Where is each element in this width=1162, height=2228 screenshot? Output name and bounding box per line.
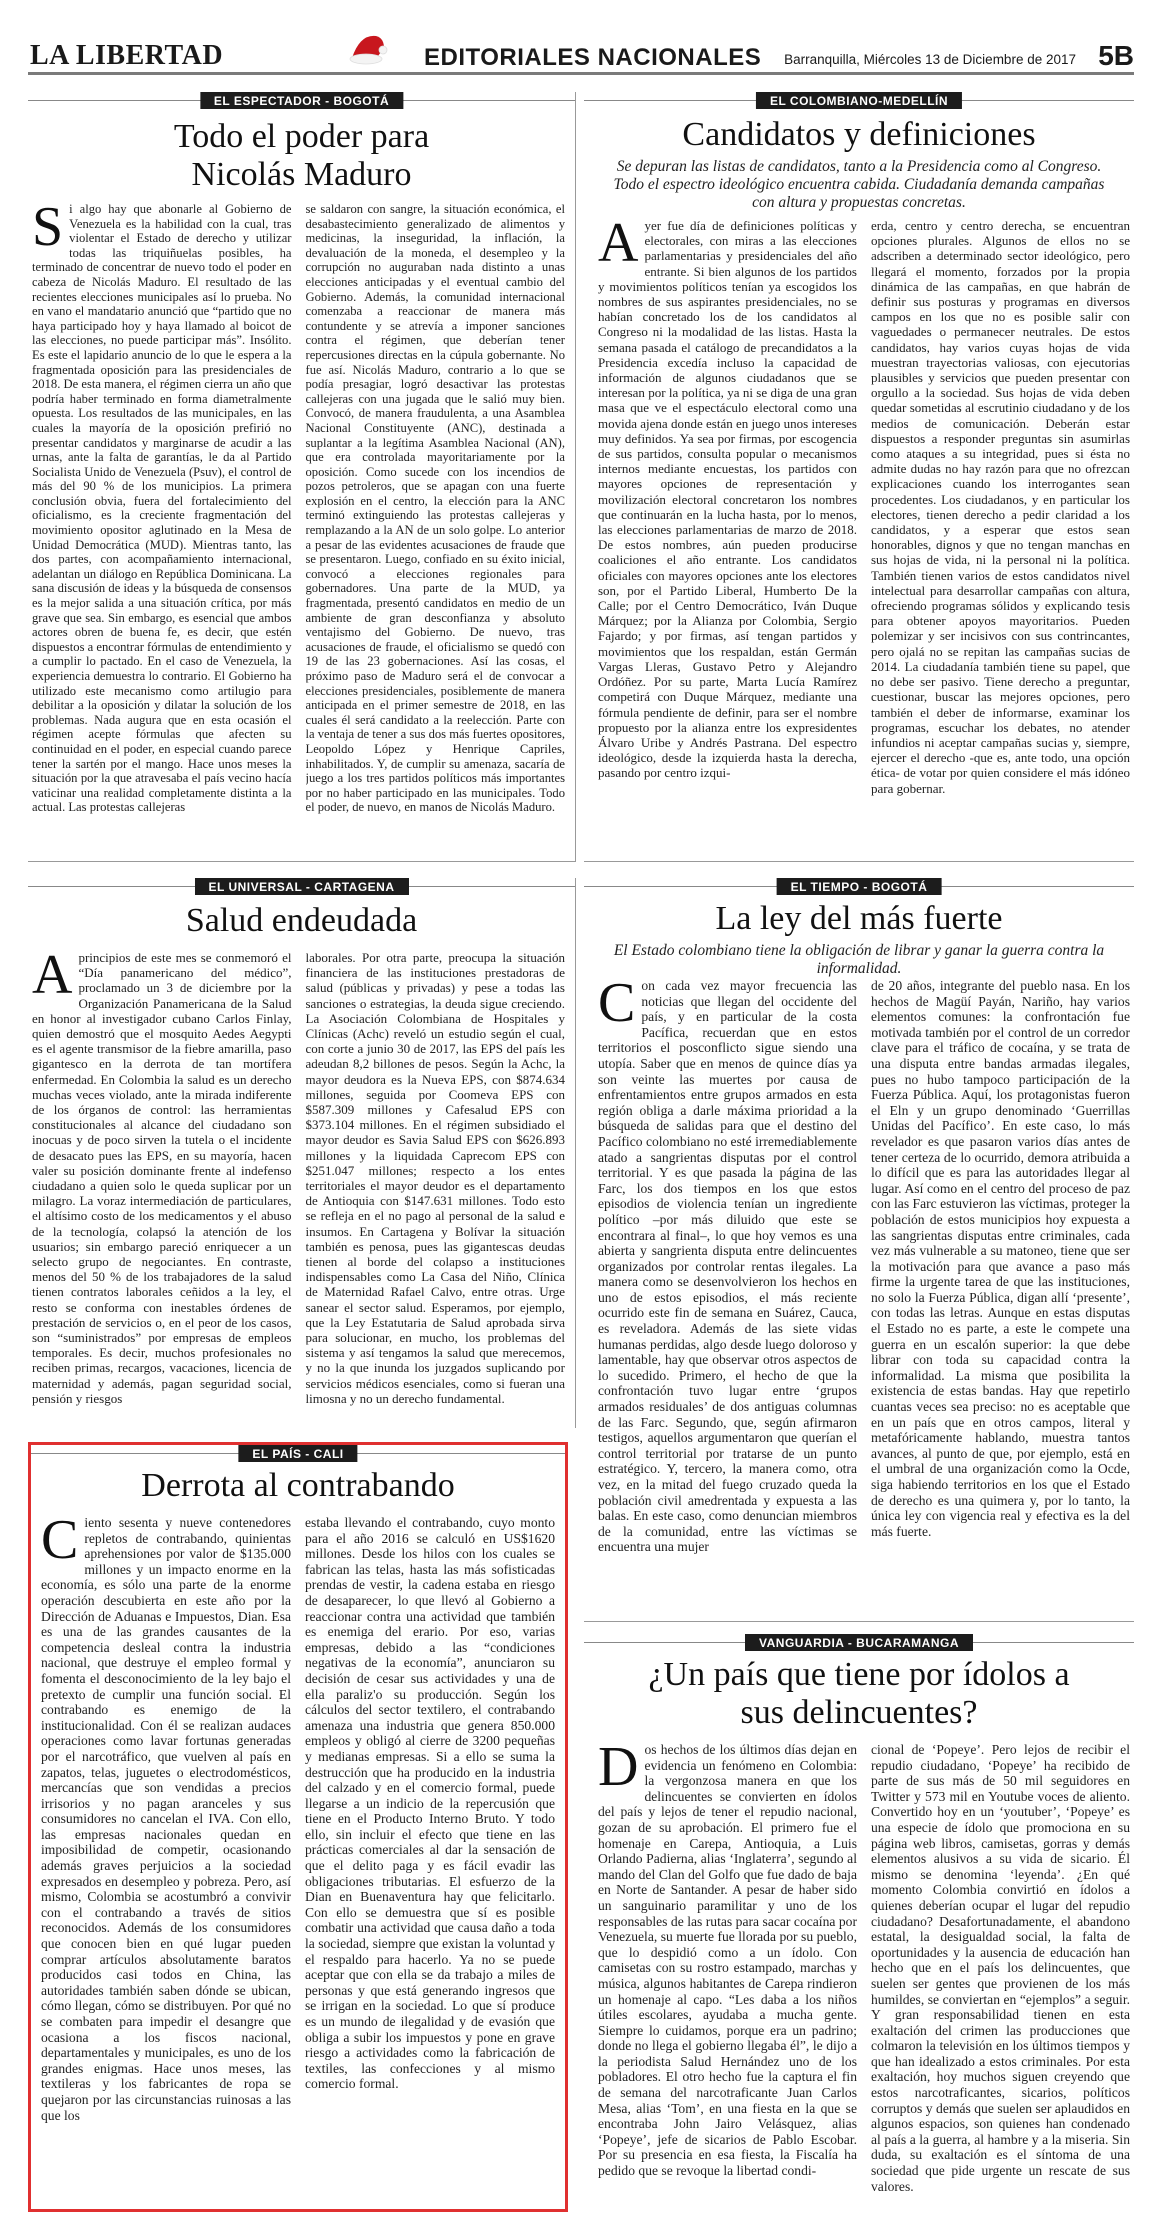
article-column: laborales. Por otra parte, preocupa la situación financiera de las instituciones prestadoras de salud (públicas y privadas) y pese a todas las sanciones o estrategias, la deuda sigue creciendo. La Asociación Colombiana de Hospitales y Clínicas (Achc) reveló un estudio según el cual, con corte a junio 30 de 2017, las EPS del país les adeudan 8,2 billones de pesos. Según la Achc, la mayor deudora es la Nueva EPS, con $874.634 millones, seguida por Coomeva EPS con $587.309 millones y Cafesalud EPS con $373.104 millones. En el régimen subsidiado el mayor deudor es Savia Salud EPS con $626.893 millones y la liquidada Caprecom EPS con $251.047 millones; respecto a los entes territoriales el mayor deudor es el departamento de Antioquia con $147.631 millones. Todo esto se refleja en el no pago al personal de la salud e insumos. En Cartagena y Bolívar la situación también es penosa, pues las gigantescas deudas tienen al borde del colapso a instituciones indispensables como La Casa del Niño, Clínica de Maternidad Rafael Calvo, entre otras. Urge sanear el sector salud. Esperamos, por ejemplo, que la Ley Estatutaria de Salud aprobada sirva para solucionar, en mucho, los problemas del sistema y así tengamos la salud que merecemos, y no la que inunda los juzgados suplicando por servicios médicos esenciales, como si fueran una limosna y no un derecho fundamental. xyxy=(305,950,565,1406)
article-column: Con cada vez mayor frecuencia las noticias que llegan del occidente del país, y en particular de la costa Pacífica, recuerdan que en estos territorios el posconflicto sigue siendo una utopía. Saber que en menos de quince días ya son veinte las muertes por causa de enfrentamientos entre grupos armados en esta región obliga a darle máxima prioridad a la búsqueda de salidas para que el destino del Pacífico colombiano no esté irremediablemente atado a sangrientas disputas por el control territorial. Y es que pasada la página de las Farc, los dos tiempos en los que estos episodios de violencia tenían un ingrediente político –por más diluido que este se encontrara al final–, lo que hoy vemos es una abierta y sangrienta disputa entre delincuentes organizados por controlar rentas ilegales. La manera como se desenvolvieron los hechos en uno de estos episodios, el más reciente ocurrido este fin de semana en Suárez, Cauca, es reveladora. Además de las siete vidas humanas perdidas, algo desde luego doloroso y lamentable, hay que observar otros aspectos de lo sucedido. Primero, el hecho de que la confrontación tuvo lugar entre ‘grupos armados residuales’ de dos antiguas columnas de las Farc. Segundo, que, según afirmaron testigos, aquellos argumentaron que querían el control territorial por tratarse de un punto estratégico. Y, tercero, la manera como, otra vez, en la mitad del fuego cruzado queda la población civil amedrentada y expuesta a las balas. En este caso, como denuncian miembros de la comunidad, entre las víctimas se encuentra una mujer xyxy=(598,978,857,1555)
article-headline: Candidatos y definiciones xyxy=(682,116,1036,153)
page-number: 5B xyxy=(1098,40,1134,71)
article-column: Dos hechos de los últimos días dejan en evidencia un fenómeno en Colombia: la vergonzosa manera en que los delincuentes se convierten en ídolos del país y lejos de tener el repudio nacional, gozan de su aprobación. El primero fue el homenaje en Carepa, Antioquia, a Luis Orlando Padierna, alias ‘Inglaterra’, segundo al mando del Clan del Golfo que fue dado de baja en Norte de Santander. A pesar de haber sido un sanguinario paramilitar y uno de los responsables de las rutas para sacar cocaína por Venezuela, su muerte fue llorada por su pueblo, que lo despidió como a un ídolo. Con camisetas con su rostro estampado, marchas y música, algunos habitantes de Carepa rindieron un homenaje al capo. “Les daba a los niños útiles escolares, ayudaba a mucha gente. Siempre lo cuidamos, porque era un padrino; donde no llega el gobierno llegaba él”, le dijo a la periodista Salud Hernández uno de los pobladores. El otro hecho fue la captura el fin de semana del narcotraficante Juan Carlos Mesa, alias ‘Tom’, en una fiesta en la que se encontraba John Jairo Velásquez, alias ‘Popeye’, jefe de sicarios de Pablo Escobar. Por su presencia en esa fiesta, la Fiscalía ha pedido que se revoque la libertad condi- xyxy=(598,1742,857,2179)
article-column: Aprincipios de este mes se conmemoró el “Día panamericano del médico”, proclamado un 3 de diciembre por la Organización Panamericana de la Salud en honor al investigador cubano Carlos Finlay, quien demostró que el mosquito Aedes Aegypti es el agente transmisor de la fiebre amarilla, paso gigantesco en la derrota de tan mortífera enfermedad. En Colombia la salud es un derecho muchas veces violado, ante la mirada indiferente de los órganos de control: las herramientas constitucionales al alcance del ciudadano son inocuas y de poco sirven la tutela o el incidente de desacato pues las EPS, en su mayoría, hacen valer su posición dominante frente al indefenso ciudadano a quien solo le queda suplicar por un milagro. La voraz intermediación de particulares, el altísimo costo de los medicamentos y el abuso de la tecnología, colapsó la atención de los usuarios; sin embargo pareció enriquecer a un selecto grupo de negociantes. En contraste, menos del 50 % de los trabajadores de la salud tienen contratos laborales ceñidos a la ley, el resto se conforma con inestables órdenes de prestación de servicios o, en el peor de los casos, son “suministrados” por empresas de empleos temporales. Es decir, muchos profesionales no reciben primas, recargos, vacaciones, licencia de maternidad y además, pagan seguridad social, pensión y riesgos xyxy=(32,950,292,1406)
article-body xyxy=(32,202,565,853)
santa-hat-icon xyxy=(346,28,390,72)
source-tag: EL PAÍS - CALI xyxy=(238,1445,357,1462)
article-body xyxy=(41,1515,555,2203)
masthead-rule xyxy=(28,72,1134,75)
article-headline: Todo el poder para Nicolás Maduro xyxy=(173,118,430,193)
article-body xyxy=(598,978,1130,1613)
article-column: Si algo hay que abonarle al Gobierno de Venezuela es la habilidad con la cual, tras violentar el Estado de derecho y utilizar todas las triquiñuelas posibles, ha terminado de concentrar de nuevo todo el poder en cabeza de Nicolás Maduro. El resultado de las recientes elecciones municipales así lo prueba. No en vano el mandatario anunció que “partido que no haya participado hoy y haya llamado al boicot de las elecciones, no puede participar más”. Insólito. Es este el lapidario anuncio de lo que le espera a la fragmentada oposición para las presidenciales de 2018. De esta manera, el régimen cierra un año que podría haber terminado en forma diametralmente opuesta. Los resultados de las municipales, en las cuales la mayoría de la oposición prefirió no presentar candidatos y marginarse de acudir a las urnas, ante la falta de garantías, le da al Partido Socialista Unido de Venezuela (Psuv), el control de más del 90 % de los municipios. La primera conclusión obvia, fuera del fortalecimiento del oficialismo, es la creciente fragmentación del movimiento opositor aglutinado en la Mesa de Unidad Democrática (MUD). Mientras tanto, las dos partes, con acompañamiento internacional, adelantan un diálogo en República Dominicana. La sana discusión de ideas y la búsqueda de consensos es la mejor salida a una situación crítica, por más grave que sea. Sin embargo, es esencial que ambos actores obren de buena fe, es decir, que estén dispuestos a encontrar fórmulas de entendimiento y a cumplir lo pactado. En el caso de Venezuela, la experiencia demuestra lo contrario. El Gobierno ha utilizado este mecanismo como artilugio para debilitar a la oposición y dilatar la solución de los problemas. Nada augura que en esta ocasión el régimen acepte fórmulas que afecten su continuidad en el poder, en especial cuando parece tener la sartén por el mango. Hace unos meses la situación por la que atravesaba el país vecino hacía vaticinar una realidad completamente distinta a la actual. Las protestas callejeras xyxy=(32,202,292,815)
section-title: EDITORIALES NACIONALES xyxy=(424,44,762,71)
editorial-vanguardia xyxy=(584,1634,1134,2212)
editorial-el-colombiano xyxy=(584,92,1134,862)
drop-cap: A xyxy=(32,950,73,1006)
issue-date: Barranquilla, Miércoles 13 de Diciembre de 2017 xyxy=(784,52,1076,67)
source-tag: EL COLOMBIANO-MEDELLÍN xyxy=(756,92,962,109)
article-headline: La ley del más fuerte xyxy=(715,900,1003,937)
article-headline: Derrota al contrabando xyxy=(141,1467,455,1504)
article-column: erda, centro y centro derecha, se encuentran opciones plurales. Algunos de ellos no se adscriben a determinado sector ideológico, pero llegará el momento, forzados por la propia dinámica de las campañas, en que habrán de definir sus posturas y programas en diversos campos en los que no es posible salir con vaguedades o permanecer neutrales. De estos candidatos, hay varios cuyas hojas de vida muestran trayectorias valiosas, con ejecutorias plausibles y servicios que pueden presentar con orgullo a la sociedad. Sus hojas de vida deben quedar sometidas al escrutinio ciudadano y de los medios de comunicación. Deberán estar dispuestos a responder preguntas sin asumirlas como ataques a su integridad, pues si ésta no admite dudas no hay razón para que no ofrezcan explicaciones cuando los interrogantes sean procedentes. Los ciudadanos, y en particular los electores, tienen derecho a pedir claridad a los candidatos, y a esperar que estos sean honorables, dignos y que no tengan manchas en sus hojas de vida, ni la personal ni la política. También tienen varios de estos candidatos nivel intelectual para desarrollar campañas con altura, ofreciendo programas sólidos y explicando tesis para obtener apoyos mayoritarios. Pueden polemizar y ser incisivos con sus contrincantes, pero ojalá no se repitan las campañas sucias de 2014. La ciudadanía también tiene su papel, que no debe ser pasivo. Tiene derecho a preguntar, cuestionar, buscar las mejores opciones, pero también el deber de informarse, examinar los programas, escuchar los debates, no atender infundios ni aceptar campañas sucias y, siempre, ejercer el derecho -que es, ante todo, una opción ética- de votar por quien considere el más idóneo para gobernar. xyxy=(871,218,1130,796)
editorial-el-universal xyxy=(28,878,576,1428)
source-tag: VANGUARDIA - BUCARAMANGA xyxy=(745,1634,973,1651)
article-column: Ayer fue día de definiciones políticas y electorales, con miras a las elecciones parlamentarias y presidenciales del año entrante. Si bien algunos de los partidos y movimientos políticos tenían ya escogidos los nombres de sus aspirantes presidenciales, no se habían concretado los de los candidatos al Congreso ni la modalidad de las listas. Hasta la semana pasada el catálogo de precandidatos a la Presidencia excedía incluso la capacidad de información de algunos ciudadanos que se interesan por la política, ya ni se diga de una gran masa que ve el espectáculo electoral como una movida ajena donde están en juego unos intereses muy definidos. Ya sea por firmas, por escogencia de sus partidos, consulta popular o mecanismos internos mediante encuestas, los partidos con mayores opciones de representación y movilización electoral concretaron los nombres que continuarán en la lucha hasta, por lo menos, las elecciones parlamentarias de marzo de 2018. De estos nombres, aún pueden producirse coaliciones el año entrante. Los candidatos oficiales con mayores opciones ante los electores son, por el Partido Liberal, Humberto De la Calle; por el Centro Democrático, Iván Duque Márquez; por la Alianza por Colombia, Sergio Fajardo; y por firmas, así tengan partidos y movimientos que los respaldan, están Germán Vargas Lleras, Gustavo Petro y Alejandro Ordóñez. Por su parte, Marta Lucía Ramírez competirá con Duque Márquez, mediante una fórmula pendiente de definir, para ser el nombre propuesto por la alianza entre los expresidentes Álvaro Uribe y Andrés Pastrana. Del espectro ideológico, desde la izquierda hasta la derecha, pasando por centro izqui- xyxy=(598,218,857,781)
article-column: estaba llevando el contrabando, cuyo monto para el año 2016 se calculó en US$1620 millones. Desde los hilos con los cuales se fabrican las telas, hasta las más sofisticadas prendas de vestir, la cadena estaba en riesgo de desaparecer, lo que llevó al Gobierno a reaccionar contra una actividad que también es enemiga del erario. Por eso, varias empresas, debido a las “condiciones negativas de la economía”, anunciaron su decisión de cesar sus actividades y una de ella paraliz'o su producción. Según los cálculos del sector textilero, el contrabando amenaza una industria que genera 850.000 empleos y obligó al cierre de 3200 pequeñas y medianas empresas. Si a ello se suma la destrucción que ha producido en la industria del calzado y en el comercio formal, puede llegarse a un indicio de la repercusión que tiene en el Producto Interno Bruto. Y todo ello, sin incluir el efecto que tiene en las prácticas comerciales al dar la sensación de que el delito paga y es fácil evadir las obligaciones tributarias. El esfuerzo de la Dian en Buenaventura hay que felicitarlo. Con ello se demuestra que sí es posible combatir una actividad que causa daño a toda la sociedad, siempre que existan la voluntad y el respaldo para hacerlo. Ya no se puede aceptar que con ella se da trabajo a miles de personas y que está generando ingresos que se irrigan en la sociedad. Lo que sí produce es un mundo de ilegalidad y de evasión que obliga a subir los impuestos y pone en grave riesgo a actividades como la fabricación de textiles, las confecciones y al mismo comercio formal. xyxy=(305,1515,555,2092)
masthead xyxy=(28,28,1134,74)
article-subtitle: El Estado colombiano tiene la obligación de librar y ganar la guerra contra la informalidad. xyxy=(613,942,1105,977)
drop-cap: C xyxy=(41,1515,79,1571)
article-subtitle: Se depuran las listas de candidatos, tanto a la Presidencia como al Congreso. Todo el espectro ideológico encuentra cabida. Ciudadanía demanda campañas con altura y propuestas concretas. xyxy=(613,158,1105,211)
article-column: de 20 años, integrante del pueblo nasa. En los hechos de Magüí Payán, Nariño, hay varios elementos comunes: la confrontación fue motivada también por el control de un corredor clave para el tráfico de cocaína, y se trata de una disputa entre bandas armadas ilegales, pues no hubo tampoco participación de la Fuerza Pública. Aquí, los protagonistas fueron el Eln y un grupo denominado ‘Guerrillas Unidas del Pacífico’. En este caso, lo más revelador es que pasaron varios días antes de tener certeza de lo ocurrido, demora atribuida a lo difícil que es para las autoridades llegar al lugar. Así como en el centro del proceso de paz con las Farc estuvieron las víctimas, proteger la población de estos municipios hoy expuesta a las sangrientas disputas entre criminales, cada vez más vulnerable a su matoneo, tiene que ser la motivación para que avance a paso más firme la urgente tarea de que las instituciones, no solo la Fuerza Pública, digan allí ‘presente’, con todas las letras. Aunque en estas disputas el Estado no es parte, a este le compete una guerra en un escalón superior: la que debe librar con toda su capacidad contra la informalidad. La misma que posibilita la existencia de estas bandas. Hay que repetirlo cuantas veces sea preciso: no es aceptable que en un país que en otros campos, literal y metafóricamente hablando, muestra tantos avances, al punto de que, por ejemplo, está en el umbral de una organización como la Ocde, siga habiendo territorios en los que el Estado de derecho es una quimera y, por lo tanto, la única ley con vigencia real y efectiva es la del más fuerte. xyxy=(871,978,1130,1539)
drop-cap: D xyxy=(598,1742,639,1798)
editorial-el-pais xyxy=(28,1442,568,2212)
source-tag: EL TIEMPO - BOGOTÁ xyxy=(777,878,942,895)
article-body xyxy=(598,1742,1130,2208)
article-headline: Salud endeudada xyxy=(185,902,418,939)
newspaper-name: LA LIBERTAD xyxy=(30,40,224,71)
article-headline: ¿Un país que tiene por ídolos a sus delincuentes? xyxy=(648,1656,1070,1731)
drop-cap: S xyxy=(32,202,64,258)
editorial-el-tiempo xyxy=(584,878,1134,1622)
article-column: se saldaron con sangre, la situación económica, el desabastecimiento generalizado de alimentos y medicinas, la inseguridad, la inflación, la devaluación de la moneda, el desempleo y la corrupción no auguraban nada distinto a unas elecciones anticipadas y el eventual cambio del Gobierno. Además, la comunidad internacional comenzaba a reaccionar de manera más contundente y se atrevía a imponer sanciones contra el régimen, que deberían tener repercusiones directas en la cúpula gobernante. No fue así. Nicolás Maduro, contrario a lo que se podía presagiar, logró desactivar las protestas callejeras con una jugada que le salió muy bien. Convocó, de manera fraudulenta, a una Asamblea Nacional Constituyente (ANC), destinada a suplantar a la legítima Asamblea Nacional (AN), que era controlada mayoritariamente por la oposición. Como sucede con los incendios de pozos petroleros, que se apagan con una fuerte explosión en el centro, la elección para la ANC terminó extinguiendo las protestas callejeras y remplazando a la AN de un solo golpe. Lo anterior a pesar de las evidentes acusaciones de fraude que se presentaron. Luego, confiado en su éxito inicial, convocó a elecciones regionales para gobernadores. Una parte de la MUD, ya fragmentada, presentó candidatos en medio de un ambiente de gran desconfianza y absoluto ventajismo del Gobierno. De nuevo, tras acusaciones de fraude, el oficialismo se quedó con 19 de las 23 gobernaciones. Así las cosas, el próximo paso de Maduro será el de convocar a elecciones presidenciales, posiblemente de manera anticipada en el primer semestre de 2018, en las cuales él será candidato a la reelección. Parte con la ventaja de tener a sus dos más fuertes opositores, Leopoldo López y Henrique Capriles, inhabilitados. Y, de cumplir su amenaza, sacaría de juego a los tres partidos políticos más importantes por no haber participado en las municipales. Todo el poder, de nuevo, en manos de Nicolás Maduro. xyxy=(305,202,565,815)
drop-cap: C xyxy=(598,978,636,1034)
drop-cap: A xyxy=(598,218,639,274)
article-body xyxy=(32,950,565,1424)
article-column: cional de ‘Popeye’. Pero lejos de recibir el repudio ciudadano, ‘Popeye’ ha recibido de parte de sus más de 50 mil seguidores en Twitter y 573 mil en Youtube voces de aliento. Convertido hoy en un ‘youtuber’, ‘Popeye’ es una especie de ídolo que promociona en su página web libros, camisetas, gorras y demás elementos alusivos a su vida de sicario. Él mismo se denomina ‘leyenda’. ¿En qué momento Colombia convirtió en ídolos a quienes deberían ocupar el lugar del repudio ciudadano? Desafortunadamente, el abandono estatal, la desigualdad social, la falta de oportunidades y la ausencia de educación han hecho que en el país los delincuentes, que suelen ser gentes que provienen de los más humildes, se conviertan en “ejemplos” a seguir. Y gran responsabilidad tienen en esta exaltación del crimen las producciones que colmaron la televisión en los últimos tiempos y que han idealizado a estos criminales. Por esta exaltación, hoy muchos siguen creyendo que estos narcotraficantes, sicarios, políticos corruptos y demás que suelen ser aplaudidos en algunos espacios, son quienes han condenado al país a la guerra, al hambre y a la miseria. Sin duda, su exaltación es el síntoma de una sociedad que pide urgente un rescate de sus valores. xyxy=(871,1742,1130,2194)
source-tag: EL UNIVERSAL - CARTAGENA xyxy=(194,878,408,895)
source-tag: EL ESPECTADOR - BOGOTÁ xyxy=(200,92,403,109)
article-column: Ciento sesenta y nueve contenedores repletos de contrabando, quinientas aprehensiones por valor de $135.000 millones y un impacto enorme en la economía, es sólo una parte de la enorme operación descubierta en este año por la Dirección de Aduanas e Impuestos, Dian. Esa es una de las grandes causantes de la competencia desleal contra la industria nacional, que destruye el empleo formal y fomenta el desconocimiento de la ley bajo el pretexto de cumplir una función social. El contrabando es enemigo de la institucionalidad. Con él se realizan audaces operaciones como lavar fortunas generadas por el narcotráfico, que vuelven al país en zapatos, telas, juguetes o electrodomésticos, mercancías que son vendidas a precios irrisorios y no pagan aranceles y sus consumidores no cancelan el IVA. Con ello, las empresas nacionales quedan en imposibilidad de competir, ocasionando además graves perjuicios a la sociedad expresados en desempleo y pobreza. Pero, así mismo, Colombia se acostumbró a convivir con el contrabando a través de sitios reconocidos. Además de los consumidores que conocen bien en qué lugar pueden comprar artículos absolutamente baratos producidos casi todos en China, las autoridades también saben dónde se ubican, cómo llegan, cómo se distribuyen. Por qué no se combaten para impedir el desangre que ocasiona a los fiscos nacional, departamentales y municipales, es uno de los grandes enigmas. Hace unos meses, las textileras y los fabricantes de ropa se quejaron por las circunstancias ruinosas a las que los xyxy=(41,1515,291,2123)
editorial-el-espectador xyxy=(28,92,576,862)
article-body xyxy=(598,218,1130,853)
